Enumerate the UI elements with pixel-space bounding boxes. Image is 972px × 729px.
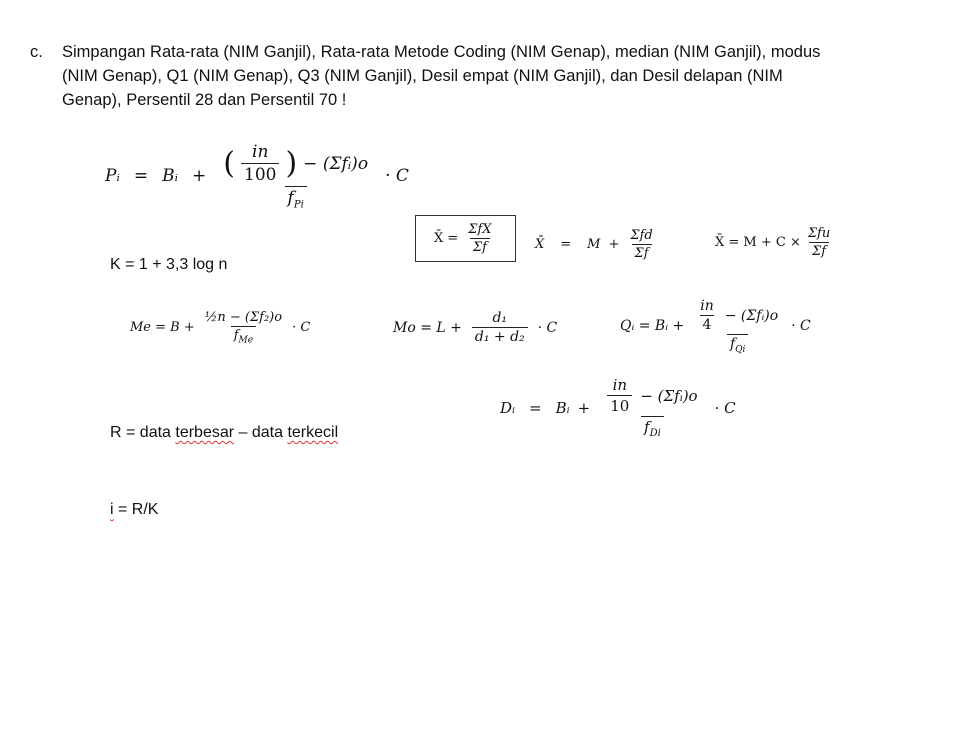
numerator-rest: − (Σfᵢ)o [724, 307, 779, 324]
range-text: R = data [110, 424, 176, 441]
class-count-formula: K = 1 + 3,3 log n [110, 256, 228, 273]
numerator: ½n − (Σf₂)o [204, 310, 283, 325]
formula-term: Bᵢ [555, 398, 570, 417]
numerator: Σfu [807, 226, 831, 241]
formula-lhs: X̄ = M + C × [715, 235, 801, 250]
formula-tail: · C [292, 320, 311, 336]
numerator: in [612, 376, 628, 394]
formula-tail: · C [385, 166, 409, 187]
mean-assumed-formula [535, 228, 656, 261]
formula-lhs: Me = B + [130, 320, 195, 336]
formula-plus: + [608, 237, 620, 252]
range-formula [110, 424, 338, 442]
question-line: (NIM Genap), Q1 (NIM Genap), Q3 (NIM Ganjil), Desil empat (NIM Ganjil), dan Desil delapan (NIM [62, 67, 783, 85]
denominator: 4 [700, 315, 715, 333]
decile-formula [500, 376, 736, 439]
formula-term: M [587, 237, 601, 252]
spellcheck-word: terkecil [287, 424, 339, 441]
denominator: 10 [607, 395, 632, 415]
formula-lhs: Pᵢ [105, 166, 120, 187]
formula-lhs: X̄ [535, 237, 545, 252]
range-text: – data [234, 424, 288, 441]
formula-plus: + [577, 398, 591, 417]
formula-lhs: Dᵢ [500, 398, 516, 417]
subscript: Me [238, 335, 254, 346]
interval-text: = R/K [113, 501, 159, 518]
formula-fraction: ( $\frac{in}{100}$ ) − (Σfᵢ)o $f_{Pi}$ [223, 142, 369, 211]
formula-term: Bᵢ [162, 166, 179, 187]
mean-formula-box [415, 215, 516, 262]
formula-tail: · C [791, 318, 811, 335]
denominator: 100 [241, 163, 279, 185]
interval-symbol: i [110, 501, 114, 518]
formula-eq: = [560, 237, 572, 252]
denominator: f [287, 188, 294, 208]
median-formula [130, 310, 310, 346]
numerator: Σfd [630, 228, 653, 243]
mean-coding-formula [715, 226, 833, 259]
question-line: Genap), Persentil 28 dan Persentil 70 ! [62, 91, 347, 109]
denominator: Σf [470, 238, 490, 255]
subscript: Pi [293, 199, 304, 211]
percentile-formula [105, 142, 409, 210]
denominator: Σf [632, 244, 652, 261]
numerator: in [252, 142, 269, 162]
numerator: ΣfX [468, 222, 492, 237]
formula-eq: = [133, 166, 149, 187]
interval-formula [110, 501, 158, 519]
denominator: f [644, 418, 650, 436]
formula-lhs: X̄ = [434, 231, 459, 246]
formula-lhs: Qᵢ = Bᵢ + [620, 318, 685, 335]
quartile-formula [620, 298, 811, 355]
subscript: Qi [735, 344, 746, 355]
mode-formula [393, 310, 557, 345]
numerator-rest: − (Σfᵢ)o [640, 386, 698, 405]
denominator: Σf [809, 242, 829, 259]
question-text [62, 40, 820, 112]
formula-lhs: Mo = L + [393, 319, 462, 336]
denominator: f [233, 328, 239, 343]
formula-eq: = [529, 398, 542, 417]
formula-plus: + [192, 166, 207, 187]
spellcheck-word: terbesar [175, 424, 235, 441]
question-line: Simpangan Rata-rata (NIM Ganjil), Rata-rata Metode Coding (NIM Genap), median (NIM Ganjil), modus [62, 43, 821, 61]
numerator-rest: − (Σfᵢ)o [303, 153, 369, 174]
numerator: d₁ [492, 310, 508, 326]
formula-tail: · C [537, 319, 558, 336]
numerator: in [700, 298, 714, 314]
question-label: c. [30, 43, 43, 61]
formula-tail: · C [714, 398, 736, 417]
denominator: f [729, 336, 736, 352]
denominator: d₁ + d₂ [472, 327, 528, 345]
subscript: Di [649, 428, 661, 439]
